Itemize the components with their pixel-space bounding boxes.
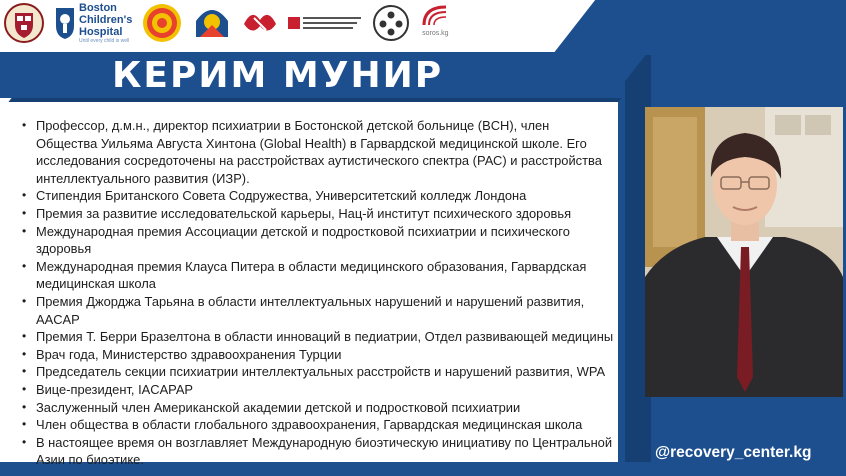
list-item-text: Вице-президент, IACAPAP bbox=[36, 381, 194, 397]
list-item-text: Премия за развитие исследовательской карьеры, Нац-й институт психического здоровья bbox=[36, 205, 572, 221]
round-emblem-logo bbox=[142, 3, 182, 43]
list-item bbox=[22, 399, 614, 417]
bch-logo-name: Boston Children's Hospital bbox=[79, 1, 133, 38]
list-item-text: Премия Джорджа Тарьяна в области интеллектуальных нарушений и нарушений развития, AACAP bbox=[36, 293, 585, 327]
list-item-text: Международная премия Ассоциации детской и подростковой психиатрии и психического здоровья bbox=[36, 223, 570, 257]
bch-logo-tagline: Until every child is well bbox=[79, 37, 130, 44]
list-item bbox=[22, 258, 614, 293]
bullet-icon: • bbox=[22, 399, 27, 414]
list-item-text: Член общества в области глобального здравоохранения, Гарвардская медицинская школа bbox=[36, 417, 583, 433]
portrait-photo bbox=[645, 107, 843, 397]
bullet-icon: • bbox=[22, 329, 27, 344]
list-item-text: Стипендия Британского Совета Содружества, Университетский колледж Лондона bbox=[36, 188, 527, 204]
list-item bbox=[22, 416, 614, 434]
bullet-icon: • bbox=[22, 188, 27, 203]
school-emblem-logo bbox=[192, 3, 232, 43]
list-item bbox=[22, 328, 614, 346]
bullet-icon: • bbox=[22, 364, 27, 379]
list-item bbox=[22, 346, 614, 364]
list-item-text: Председатель секции психиатрии интеллектуальных расстройств и нарушений развития, WPA bbox=[36, 364, 606, 380]
list-item-text: В настоящее время он возглавляет Международную биоэтическую инициативу по Центральной Азии по биоэтике. bbox=[36, 434, 613, 468]
list-item-text: Премия Т. Берри Бразелтона в области инноваций в педиатрии, Отдел развивающей медицины bbox=[36, 329, 614, 345]
harvard-shield-logo bbox=[4, 3, 44, 43]
boston-childrens-hospital-logo bbox=[54, 3, 132, 43]
title-banner-accent bbox=[8, 98, 621, 102]
list-item-text: Международная премия Клауса Питера в области медицинского образования, Гарвардская медицинская школа bbox=[36, 258, 587, 292]
list-item bbox=[22, 381, 614, 399]
bullet-icon: • bbox=[22, 205, 27, 220]
list-item bbox=[22, 363, 614, 381]
list-item bbox=[22, 434, 614, 469]
bullet-icon: • bbox=[22, 258, 27, 273]
list-item bbox=[22, 117, 614, 187]
logo-row bbox=[4, 2, 450, 44]
people-circle-logo bbox=[372, 3, 410, 43]
list-item-text: Заслуженный член Американской академии детской и подростковой психиатрии bbox=[36, 399, 521, 415]
list-item bbox=[22, 293, 614, 328]
bullet-icon: • bbox=[22, 346, 27, 361]
red-symbol-logo bbox=[242, 3, 278, 43]
bullet-icon: • bbox=[22, 434, 27, 449]
soros-logo-text: soros.kg bbox=[422, 30, 449, 37]
list-item bbox=[22, 187, 614, 205]
page-title: КЕРИМ МУНИР bbox=[112, 55, 444, 96]
list-item-text: Врач года, Министерство здравоохранения Турции bbox=[36, 346, 342, 362]
bullet-icon: • bbox=[22, 118, 27, 132]
list-item bbox=[22, 223, 614, 258]
social-handle: @recovery_center.kg bbox=[655, 444, 812, 461]
list-item-text: Профессор, д.м.н., директор психиатрии в Бостонской детской больнице (BCH), член Общества Уильяма Августа Хинтона (Global Health) в Гарвардской медицинской школе. Его исследования сосредоточены на расстройствах аутистического спектра (РАС) и расстройства интеллектуального развития (ИЗР). bbox=[36, 118, 602, 186]
bullet-icon: • bbox=[22, 293, 27, 308]
achievements-list bbox=[22, 117, 614, 469]
bullet-icon: • bbox=[22, 381, 27, 396]
bullet-icon: • bbox=[22, 223, 27, 238]
list-item bbox=[22, 205, 614, 223]
association-text-logo bbox=[288, 3, 362, 43]
bullet-icon: • bbox=[22, 417, 27, 432]
soros-logo bbox=[420, 3, 450, 43]
